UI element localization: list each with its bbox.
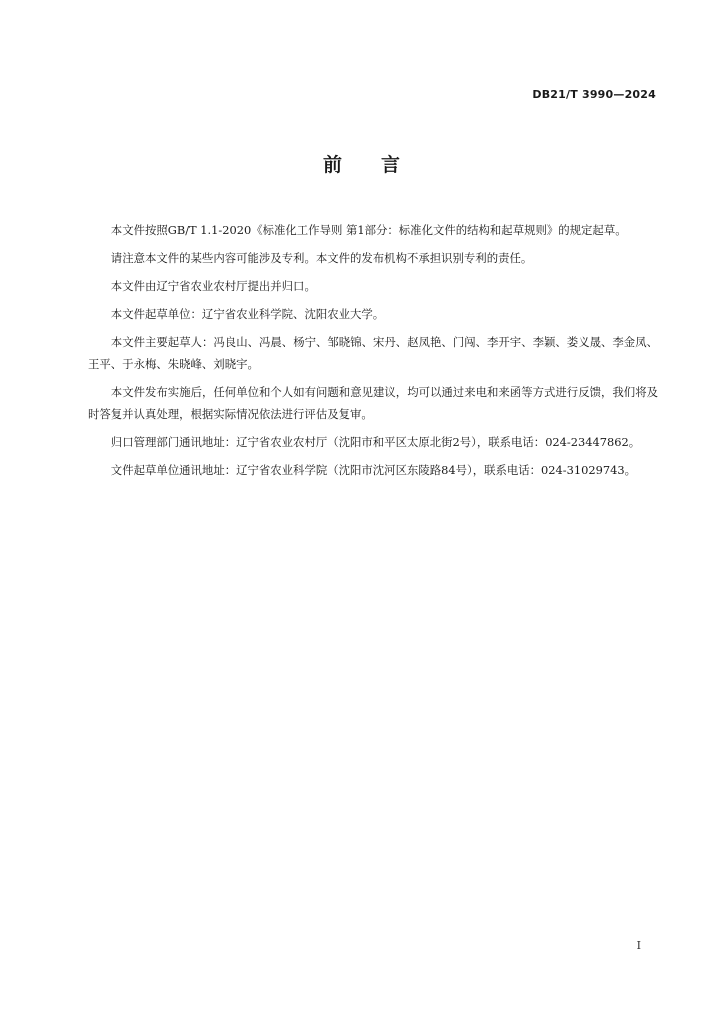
paragraph-proposer: 本文件由辽宁省农业农村厅提出并归口。 — [110, 279, 316, 293]
paragraph-patent-notice: 请注意本文件的某些内容可能涉及专利。本文件的发布机构不承担识别专利的责任。 — [110, 251, 533, 265]
paragraph-drafting-rules: 本文件按照GB/T 1.1-2020《标准化工作导则 第1部分：标准化文件的结构和起草规则》的规定起草。 — [110, 223, 627, 237]
title-char-1: 前 — [322, 154, 343, 176]
title-char-2: 言 — [381, 154, 402, 176]
paragraph-feedback: 本文件发布实施后，任何单位和个人如有问题和意见建议，均可以通过来电和来函等方式进行反馈，我们将及时答复并认真处理，根据实际情况依法进行评估及复审。 — [88, 385, 658, 421]
paragraph-drafting-units: 本文件起草单位：辽宁省农业科学院、沈阳农业大学。 — [110, 307, 385, 321]
document-code: DB21/T 3990—2024 — [532, 88, 656, 101]
page-number: I — [636, 939, 641, 952]
foreword-body — [88, 219, 658, 487]
page-title — [0, 150, 724, 177]
paragraph-drafters: 本文件主要起草人：冯良山、冯晨、杨宁、邹晓锦、宋丹、赵凤艳、门闯、李开宇、李颖、娄义晟、李金凤、王平、于永梅、朱晓峰、刘晓宇。 — [88, 335, 658, 371]
paragraph-authority-address: 归口管理部门通讯地址：辽宁省农业农村厅（沈阳市和平区太原北街2号），联系电话：024-23447862。 — [110, 435, 641, 449]
paragraph-drafter-address: 文件起草单位通讯地址：辽宁省农业科学院（沈阳市沈河区东陵路84号），联系电话：024-31029743。 — [110, 463, 637, 477]
